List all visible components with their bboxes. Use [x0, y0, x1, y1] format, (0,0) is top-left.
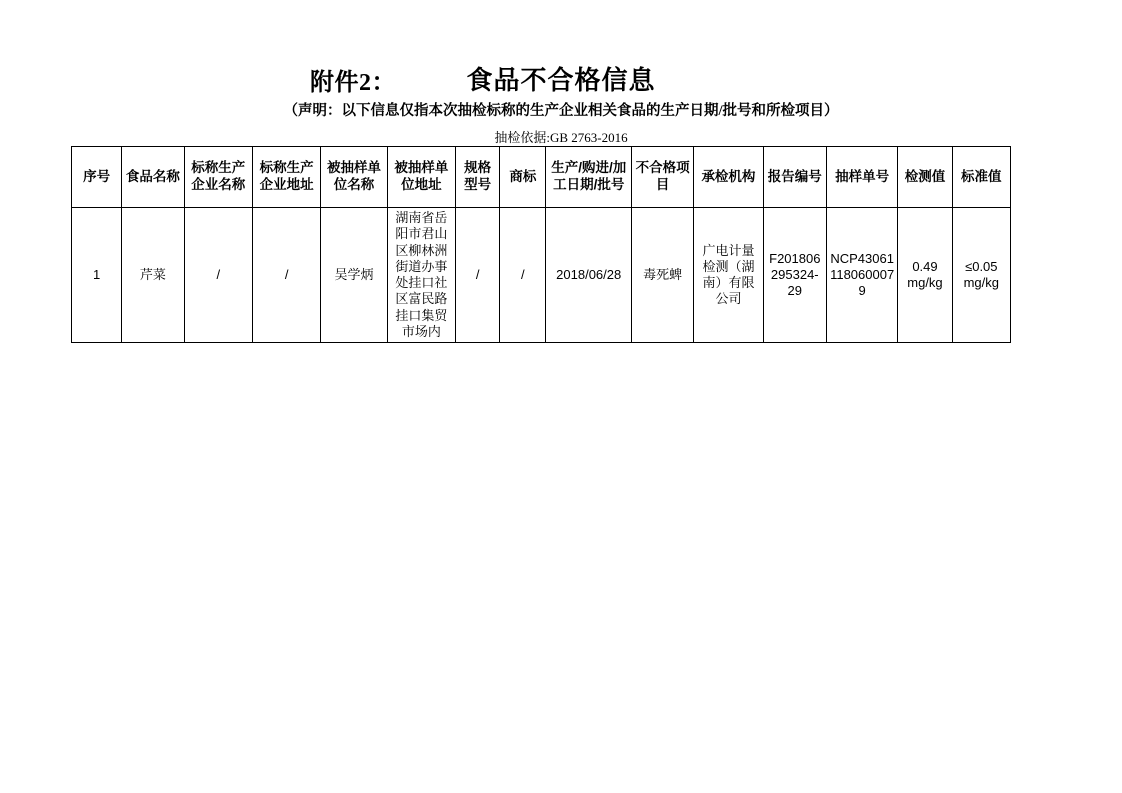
cell-sampled-unit-name: 吴学炳 — [321, 208, 387, 343]
statement-text: （声明：以下信息仅指本次抽检标称的生产企业相关食品的生产日期/批号和所检项目） — [283, 103, 839, 119]
header-sampled-unit-name: 被抽样单位名称 — [321, 147, 387, 208]
header-report-number: 报告编号 — [763, 147, 826, 208]
attachment-label: 附件2： — [310, 70, 396, 96]
header-unqualified-item: 不合格项目 — [631, 147, 693, 208]
cell-sampling-number: NCP430611180600079 — [826, 208, 897, 343]
header-production-date: 生产/购进/加工日期/批号 — [546, 147, 631, 208]
inspection-basis: 抽检依据:GB 2763-2016 — [494, 130, 628, 145]
cell-sampled-unit-address: 湖南省岳阳市君山区柳林洲街道办事处挂口社区富民路挂口集贸市场内 — [387, 208, 455, 343]
table-header-row — [72, 147, 1011, 208]
cell-serial: 1 — [72, 208, 122, 343]
table-container — [71, 146, 1011, 343]
cell-production-date: 2018/06/28 — [546, 208, 631, 343]
header-trademark: 商标 — [500, 147, 546, 208]
cell-measured-value: 0.49 mg/kg — [898, 208, 952, 343]
header-food-name: 食品名称 — [122, 147, 184, 208]
cell-food-name: 芹菜 — [122, 208, 184, 343]
cell-report-number: F201806295324-29 — [763, 208, 826, 343]
cell-producer-name: / — [184, 208, 252, 343]
header-sampling-number: 抽样单号 — [826, 147, 897, 208]
cell-producer-address: / — [252, 208, 320, 343]
header-measured-value: 检测值 — [898, 147, 952, 208]
page-title: 食品不合格信息 — [466, 66, 656, 95]
cell-unqualified-item: 毒死蜱 — [631, 208, 693, 343]
header-producer-address: 标称生产企业地址 — [252, 147, 320, 208]
header-sampled-unit-address: 被抽样单位地址 — [387, 147, 455, 208]
cell-inspection-agency: 广电计量检测（湖南）有限公司 — [694, 208, 763, 343]
header-spec-model: 规格型号 — [456, 147, 500, 208]
header-standard-value: 标准值 — [952, 147, 1010, 208]
cell-spec-model: / — [456, 208, 500, 343]
food-unqualified-table — [71, 146, 1011, 343]
header-inspection-agency: 承检机构 — [694, 147, 763, 208]
table-row — [72, 208, 1011, 343]
header-producer-name: 标称生产企业名称 — [184, 147, 252, 208]
cell-trademark: / — [500, 208, 546, 343]
cell-standard-value: ≤0.05 mg/kg — [952, 208, 1010, 343]
header-serial: 序号 — [72, 147, 122, 208]
